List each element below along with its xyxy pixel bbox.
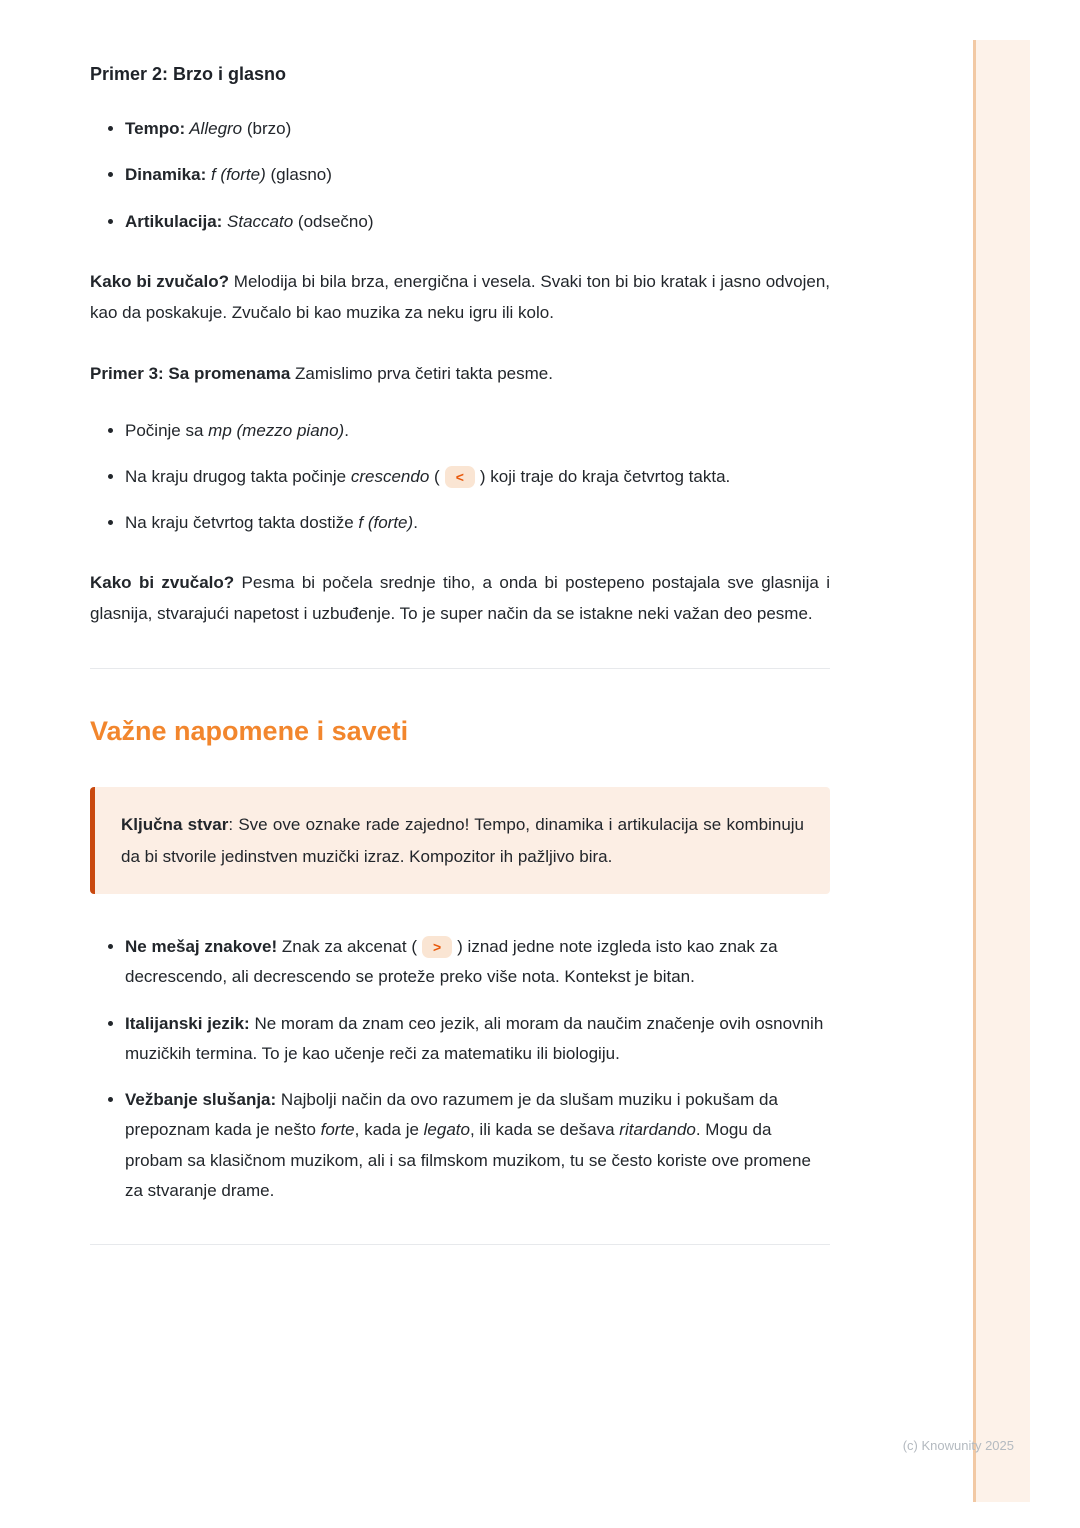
callout-text: : Sve ove oznake rade zajedno! Tempo, dinamika i artikulacija se kombinuju da bi stvorile jedinstven muzički izraz. Kompozitor ih pažljivo bira. [121, 815, 805, 866]
key-point-callout [90, 787, 830, 894]
list-item-forte [125, 508, 830, 538]
bullet-label: Tempo: [125, 119, 186, 139]
bullet-text: Znak za akcenat ( [277, 937, 417, 957]
bullet-suffix: ) koji traje do kraja četvrtog takta. [479, 466, 731, 486]
accent-symbol-badge: > [422, 936, 452, 958]
notes-list [90, 932, 830, 1206]
bullet-text: Najbolji način da ovo razumem je da slušam muziku i pokušam da prepoznam kada je nešto [125, 1090, 778, 1140]
example2-how-paragraph [90, 267, 830, 329]
bullet-italic: forte [320, 1120, 355, 1140]
paragraph-text: Pesma bi počela srednje tiho, a onda bi postepeno postajala sve glasnija i glasnija, stvarajući napetost i uzbuđenje. To je super način da se istakne neki važan deo pesme. [90, 573, 830, 624]
bullet-lead: Italijanski jezik: [125, 1013, 250, 1033]
bullet-text: Ne moram da znam ceo jezik, ali moram da naučim značenje ovih osnovnih muzičkih termina. To je kao učenje reči za matematiku ili biologiju. [125, 1013, 824, 1063]
bullet-suffix: (glasno) [265, 165, 332, 185]
bullet-italic: ritardando [619, 1120, 696, 1140]
example2-list [90, 114, 830, 237]
bullet-italic: f (forte) [358, 513, 414, 533]
bullet-text: ( [429, 466, 440, 486]
bullet-value: f (forte) [206, 165, 266, 185]
bullet-value: Staccato [222, 211, 294, 231]
section-divider-top [90, 668, 830, 669]
section-example-2 [90, 58, 830, 329]
bullet-text: Počinje sa [125, 420, 209, 440]
list-item-mezzo-piano [125, 416, 830, 446]
page-edge-decoration [973, 40, 1030, 1502]
list-item-vezbanje-slusanja [125, 1085, 830, 1206]
example3-heading: Primer 3: Sa promenama [90, 363, 291, 383]
bullet-lead: Ne mešaj znakove! [125, 937, 278, 957]
example2-heading: Primer 2: Brzo i glasno [90, 64, 287, 84]
callout-lead: Ključna stvar [121, 815, 229, 835]
bullet-lead: Vežbanje slušanja: [125, 1090, 277, 1110]
list-item-dinamika [125, 160, 830, 190]
bullet-suffix: ) iznad jedne note izgleda isto kao znak za decrescendo, ali decrescendo se proteže preko više nota. Kontekst je bitan. [125, 937, 778, 987]
bullet-label: Dinamika: [125, 165, 207, 185]
example3-how-paragraph [90, 568, 830, 630]
document-content [90, 58, 830, 1283]
bullet-text: , kada je [354, 1120, 424, 1140]
bullet-suffix: . Mogu da probam sa klasičnom muzikom, ali i sa filmskom muzikom, tu se često koriste ove promene za stvaranje drame. [125, 1120, 811, 1200]
section-example-3 [90, 359, 830, 631]
list-item-tempo [125, 114, 830, 144]
crescendo-symbol-badge: < [445, 466, 475, 488]
list-item-artikulacija [125, 207, 830, 237]
example3-heading-paragraph [90, 359, 830, 390]
bullet-suffix: . [344, 420, 349, 440]
example3-heading-rest: Zamislimo prva četiri takta pesme. [290, 363, 553, 383]
paragraph-lead: Kako bi zvučalo? [90, 573, 235, 593]
bullet-suffix: . [413, 513, 418, 533]
notes-heading: Važne napomene i saveti [90, 716, 409, 747]
section-divider-bottom [90, 1244, 830, 1245]
bullet-italic: crescendo [350, 466, 430, 486]
bullet-value: Allegro [185, 119, 243, 139]
example3-list [90, 416, 830, 539]
paragraph-lead: Kako bi zvučalo? [90, 271, 229, 291]
list-item-crescendo [125, 462, 830, 492]
bullet-suffix: (brzo) [242, 119, 292, 139]
bullet-text: Na kraju drugog takta počinje [125, 466, 351, 486]
list-item-ne-mesaj-znakove [125, 932, 830, 993]
section-notes [90, 707, 830, 1206]
bullet-suffix: (odsečno) [293, 211, 374, 231]
copyright-notice: (c) Knowunity 2025 [902, 1438, 1014, 1453]
bullet-text: , ili kada se dešava [469, 1120, 620, 1140]
bullet-text: Na kraju četvrtog takta dostiže [125, 513, 359, 533]
list-item-italijanski-jezik [125, 1009, 830, 1070]
bullet-italic: mp (mezzo piano) [208, 420, 345, 440]
paragraph-text: Melodija bi bila brza, energična i vesela. Svaki ton bi bio kratak i jasno odvojen, kao da poskakuje. Zvučalo bi kao muzika za neku igru ili kolo. [90, 271, 830, 322]
bullet-italic: legato [423, 1120, 470, 1140]
bullet-label: Artikulacija: [125, 211, 223, 231]
